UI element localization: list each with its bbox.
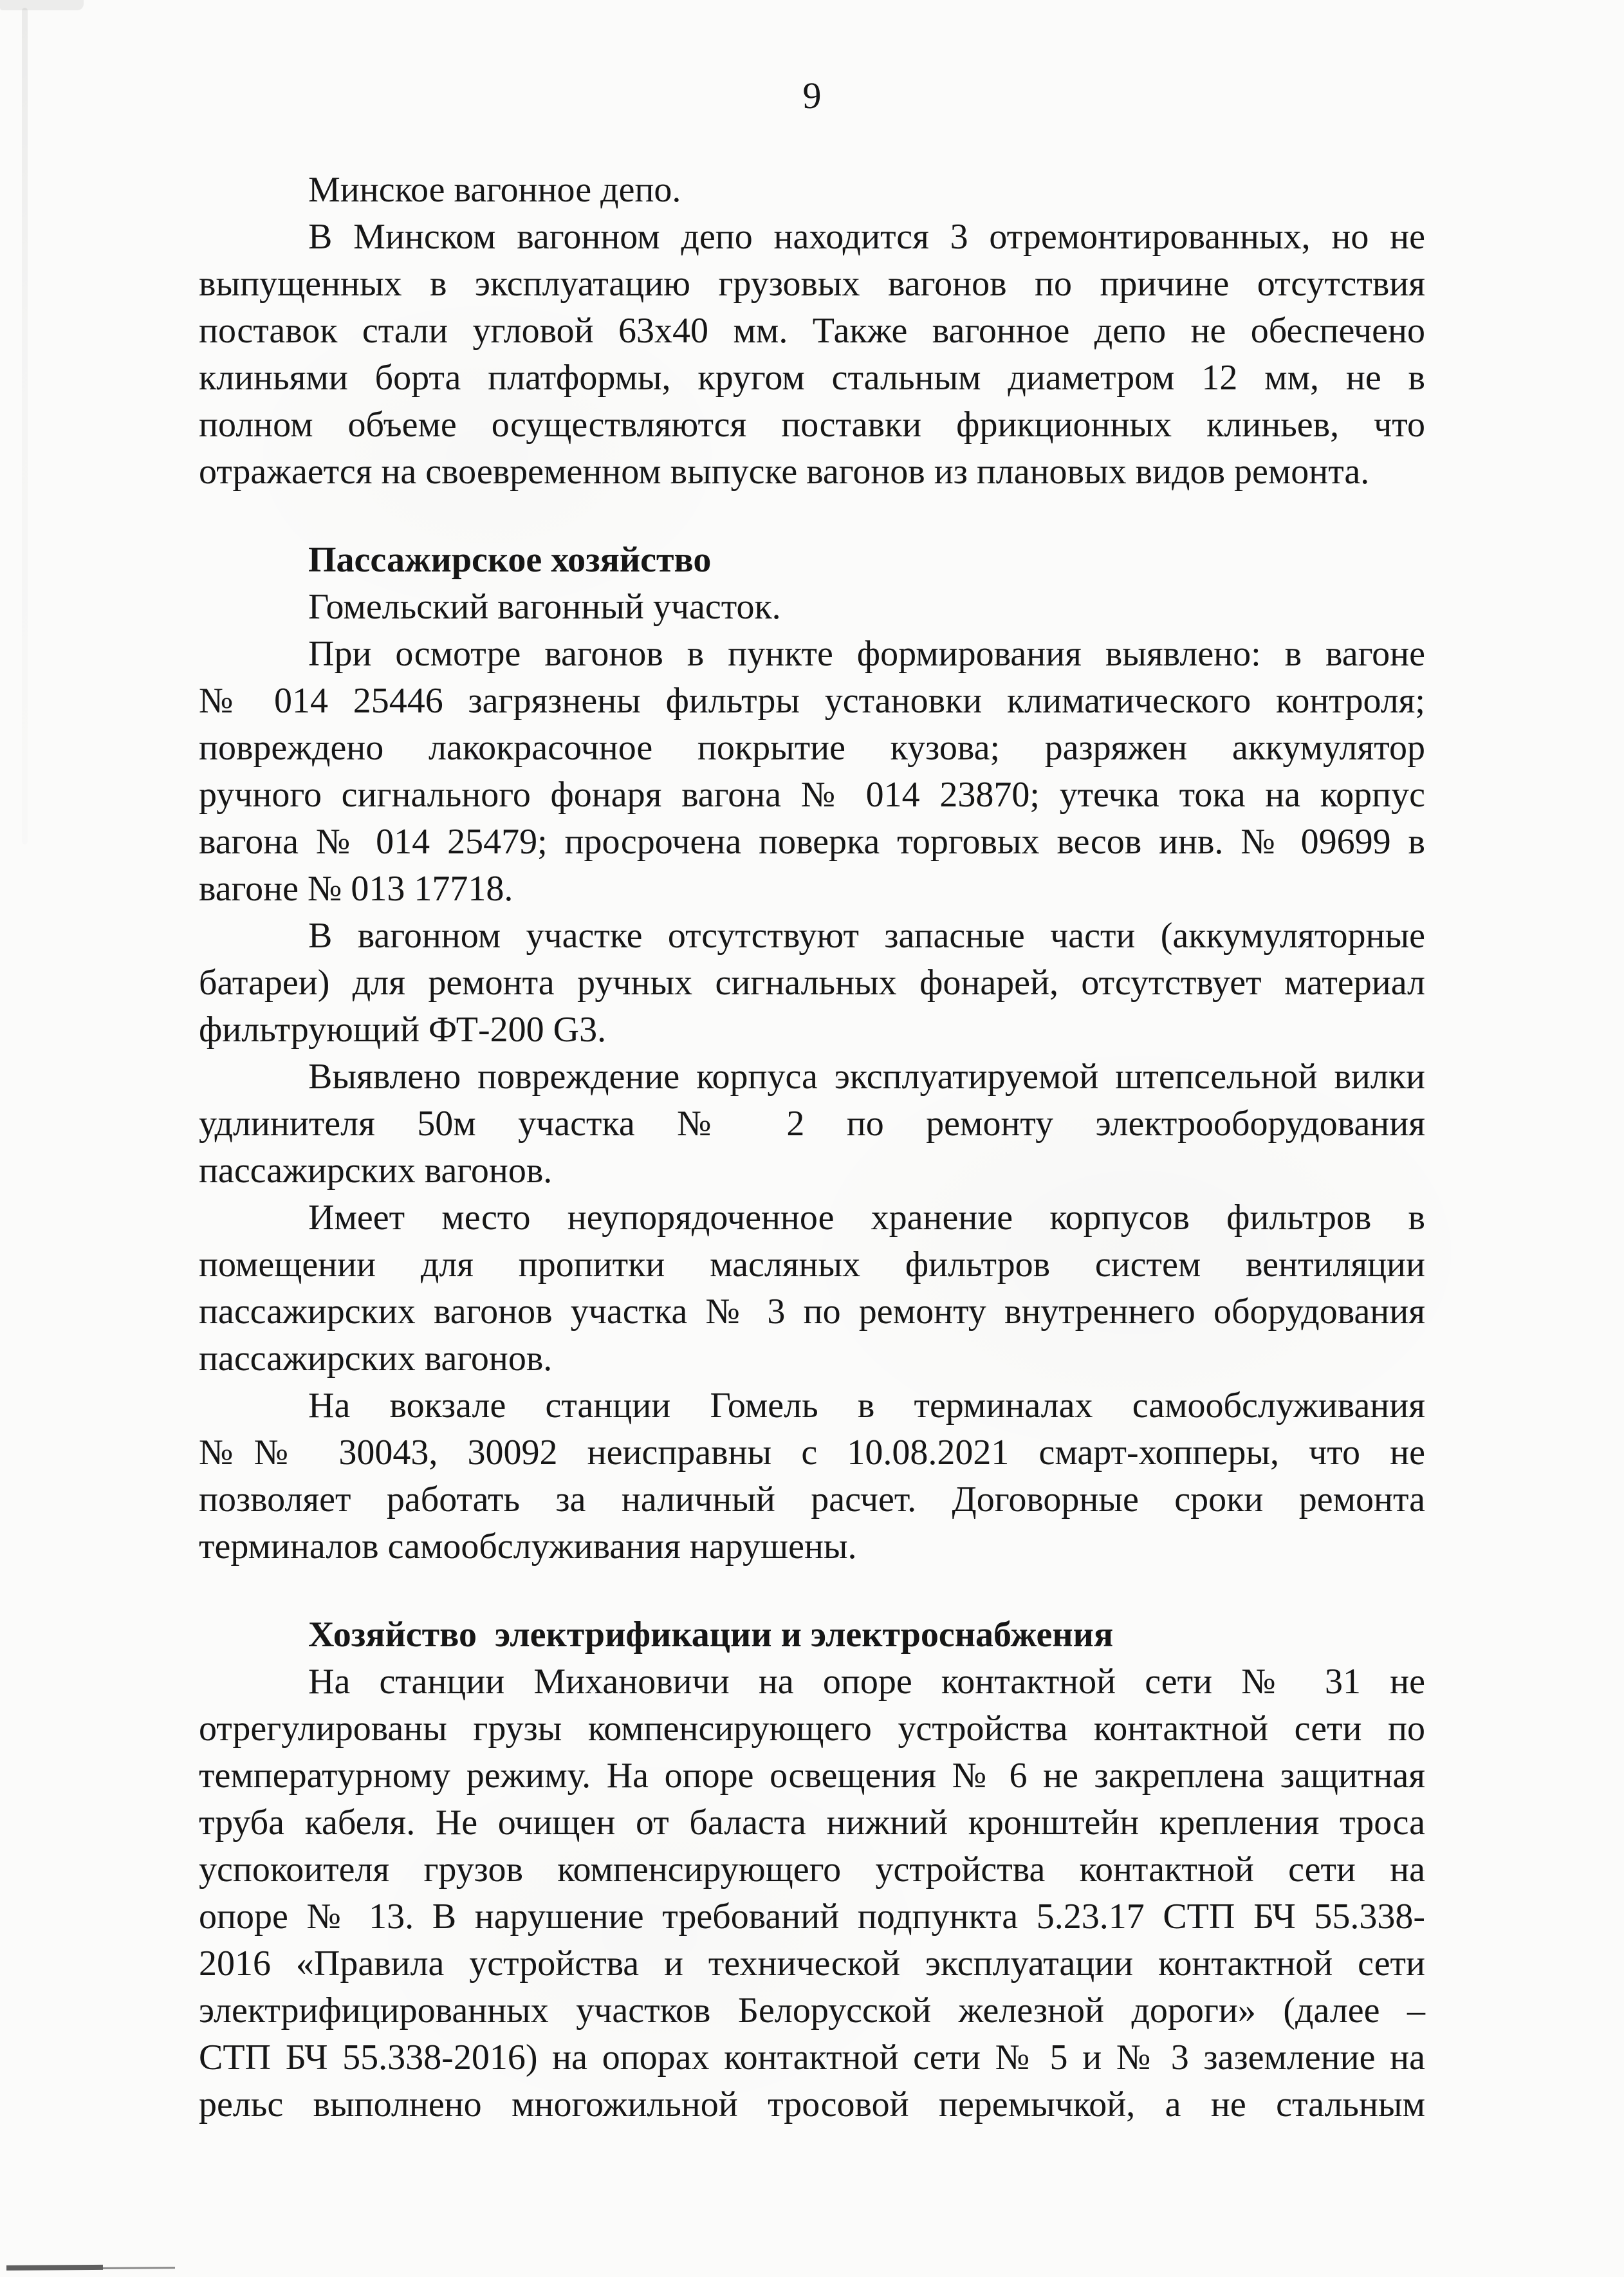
text-line: № 014 25446 загрязнены фильтры установки климатического контроля; <box>199 681 1425 721</box>
text-line: Минское вагонное депо. <box>308 170 681 210</box>
text-line: пассажирских вагонов участка № 3 по ремонту внутреннего оборудования <box>199 1292 1425 1332</box>
text-line: электрифицированных участков Белорусской железной дороги» (далее – <box>199 1991 1425 2031</box>
text-line: поставок стали угловой 63х40 мм. Также вагонное депо не обеспечено <box>199 311 1425 351</box>
text-line: Имеет место неупорядоченное хранение корпусов фильтров в <box>308 1198 1425 1238</box>
page-number: 9 <box>802 75 822 116</box>
text-line: полном объеме осуществляются поставки фрикционных клиньев, что <box>199 405 1425 445</box>
text-line: На вокзале станции Гомель в терминалах самообслуживания <box>308 1386 1425 1426</box>
text-line: опоре № 13. В нарушение требований подпункта 5.23.17 СТП БЧ 55.338- <box>199 1897 1425 1937</box>
text-line: повреждено лакокрасочное покрытие кузова; разряжен аккумулятор <box>199 728 1425 768</box>
document-body <box>199 167 1425 2128</box>
text-line: При осмотре вагонов в пункте формирования выявлено: в вагоне <box>308 634 1425 674</box>
text-line: ручного сигнального фонаря вагона № 014 23870; утечка тока на корпус <box>199 775 1425 815</box>
text-line: На станции Михановичи на опоре контактной сети № 31 не <box>308 1662 1425 1702</box>
text-line: В вагонном участке отсутствуют запасные части (аккумуляторные <box>308 916 1425 956</box>
text-line: пассажирских вагонов. <box>199 1151 553 1191</box>
text-line: 2016 «Правила устройства и технической эксплуатации контактной сети <box>199 1944 1425 1984</box>
text-line: успокоителя грузов компенсирующего устройства контактной сети на <box>199 1850 1425 1890</box>
text-line: рельс выполнено многожильной тросовой перемычкой, а не стальным <box>199 2085 1425 2124</box>
text-line: В Минском вагонном депо находится 3 отремонтированных, но не <box>308 217 1425 257</box>
section-heading: Хозяйство электрификации и электроснабжения <box>308 1615 1114 1655</box>
text-line: помещении для пропитки масляных фильтров систем вентиляции <box>199 1245 1425 1285</box>
text-line: пассажирских вагонов. <box>199 1339 553 1379</box>
scan-edge-shadow <box>22 8 28 844</box>
text-line: удлинителя 50м участка № 2 по ремонту электрооборудования <box>199 1104 1425 1144</box>
text-line: вагоне № 013 17718. <box>199 869 513 909</box>
text-line: терминалов самообслуживания нарушены. <box>199 1527 857 1566</box>
scan-streak-bottom-left <box>6 2264 175 2272</box>
text-line: Гомельский вагонный участок. <box>308 587 781 627</box>
text-line: вагона № 014 25479; просрочена поверка торговых весов инв. № 09699 в <box>199 822 1425 862</box>
text-line: отрегулированы грузы компенсирующего устройства контактной сети по <box>199 1709 1425 1749</box>
text-line: позволяет работать за наличный расчет. Договорные сроки ремонта <box>199 1480 1425 1520</box>
text-line: фильтрующий ФТ-200 G3. <box>199 1010 607 1050</box>
text-line: Выявлено повреждение корпуса эксплуатируемой штепсельной вилки <box>308 1057 1425 1097</box>
scan-streak-segment <box>103 2267 175 2269</box>
scan-smudge-top-left <box>0 0 84 10</box>
section-heading: Пассажирское хозяйство <box>308 540 712 580</box>
text-line: выпущенных в эксплуатацию грузовых вагонов по причине отсутствия <box>199 264 1425 304</box>
text-line: СТП БЧ 55.338-2016) на опорах контактной сети № 5 и № 3 заземление на <box>199 2038 1425 2077</box>
text-line: отражается на своевременном выпуске вагонов из плановых видов ремонта. <box>199 452 1370 492</box>
text-line: температурному режиму. На опоре освещения № 6 не закреплена защитная <box>199 1756 1425 1796</box>
text-line: №№ 30043, 30092 неисправны с 10.08.2021 смарт-хопперы, что не <box>199 1433 1425 1473</box>
scan-streak-segment <box>6 2265 103 2271</box>
text-line: клиньями борта платформы, кругом стальным диаметром 12 мм, не в <box>199 358 1425 398</box>
text-line: труба кабеля. Не очищен от баласта нижний кронштейн крепления троса <box>199 1803 1425 1843</box>
text-line: батареи) для ремонта ручных сигнальных фонарей, отсутствует материал <box>199 963 1425 1003</box>
